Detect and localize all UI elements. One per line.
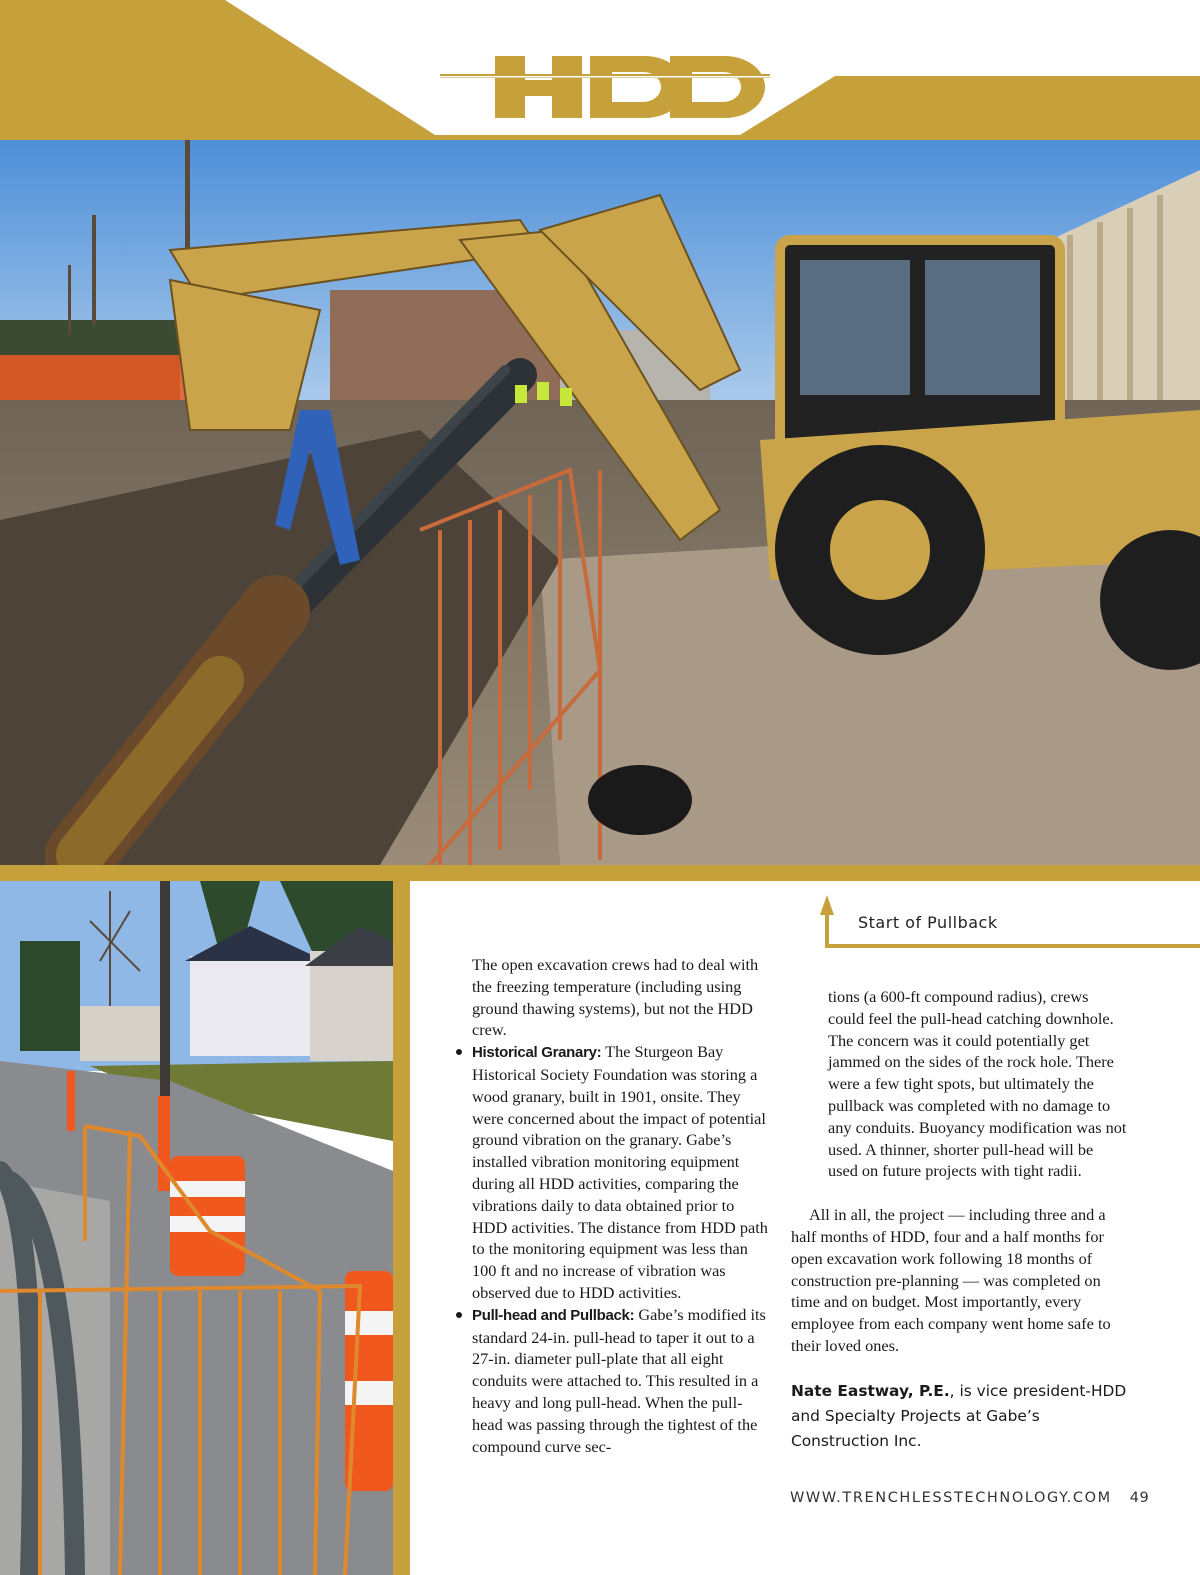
gold-divider (0, 865, 1200, 881)
bullet-heading: Pull-head and Pullback: (472, 1306, 635, 1324)
page-footer (790, 1490, 1150, 1506)
bullet-heading: Historical Granary: (472, 1044, 602, 1062)
street-photo-barriers (0, 881, 393, 1575)
bullet-historical-granary (472, 1041, 768, 1304)
bullet-pull-head (472, 1304, 768, 1458)
author-bio (791, 1379, 1127, 1454)
hdd-logo-icon (440, 48, 770, 128)
author-name: Nate Eastway, P.E. (791, 1381, 950, 1400)
bullet-text-continued: tions (a 600-ft compound radius), crews could feel the pull-head catching downhole. The concern was it could potentially get jammed on the sides of the rock hole. There were a few tight spots, but ultimately the pullback was completed with no damage to any conduits. Buoyancy modification was not used. A thinner, shorter pull-head will be used on future projects with tight radii. (828, 987, 1127, 1181)
article-column-left (472, 954, 768, 1457)
caption-label: Start of Pullback (858, 913, 998, 932)
closing-paragraph: All in all, the project — including three and a half months of HDD, four and a half months for open excavation work following 18 months of construction pre-planning — was completed on time and on budget. Most importantly, every employee from each company went home safe to their loved ones. (791, 1205, 1111, 1355)
article-column-right (791, 986, 1127, 1454)
construction-photo-pullback (0, 140, 1200, 865)
bullet-list (472, 1041, 768, 1457)
intro-paragraph: The open excavation crews had to deal with the freezing temperature (including using ground thawing systems), but not the HDD crew. (472, 955, 759, 1040)
header-band (0, 0, 1200, 140)
side-gold-frame (393, 881, 410, 1575)
main-photo (0, 140, 1200, 865)
bullet-text: Gabe’s modified its standard 24-in. pull-head to taper it out to a 27-in. diameter pull-plate that all eight conduits were attached to. This resulted in a heavy and long pull-head. When the pull-head was passing through the tightest of the compound curve sec- (472, 1304, 766, 1456)
photo-caption (820, 895, 1200, 950)
page-number: 49 (1129, 1490, 1150, 1506)
footer-website: WWW.TRENCHLESSTECHNOLOGY.COM (790, 1490, 1112, 1506)
hdd-logo (440, 48, 770, 128)
author-bio-text: , is vice president-HDD and Specialty Projects at Gabe’s Construction Inc. (791, 1381, 1127, 1450)
side-photo (0, 881, 393, 1575)
bullet-text: The Sturgeon Bay Historical Society Foundation was storing a wood granary, built in 1901, onsite. They were concerned about the impact of potential ground vibration on the granary. Gabe’s installed vibration monitoring equipment during all HDD activities, comparing the vibrations daily to data obtained prior to HDD activities. The distance from HDD path to the monitoring equipment was less than 100 ft and no increase of vibration was observed due to HDD activities. (472, 1042, 768, 1302)
